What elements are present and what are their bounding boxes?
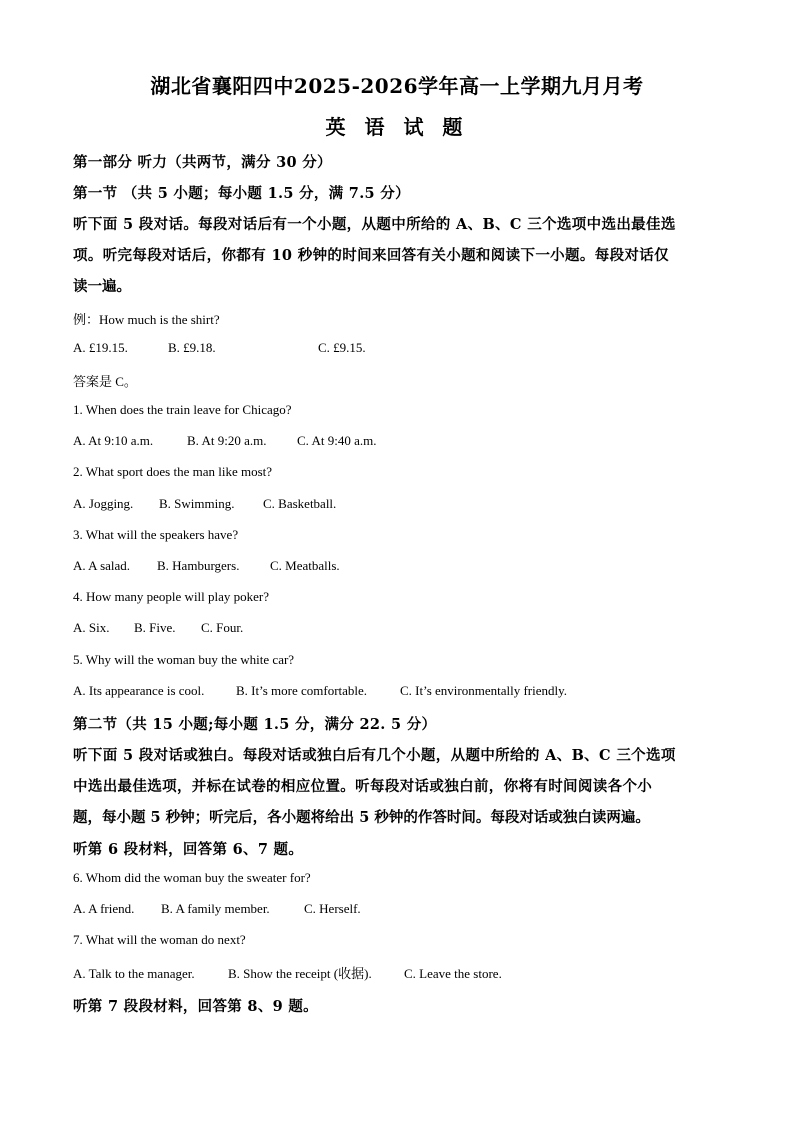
question-2-options [73, 496, 733, 512]
question-3: 3. What will the speakers have? [73, 527, 239, 542]
option-b: B. £9.18. [168, 340, 216, 355]
instruction-line: 项。听完每段对话后，你都有 10 秒钟的时间来回答有关小题和阅读下一小题。每段对话仅 [73, 247, 669, 264]
option-a: A. Jogging. [73, 496, 134, 511]
option-b: B. Five. [134, 620, 176, 635]
question-7-options [73, 963, 733, 982]
option-c: C. At 9:40 a.m. [297, 433, 377, 448]
question-3-options [73, 558, 733, 574]
option-a: A. Six. [73, 620, 110, 635]
option-a: A. £19.15. [73, 340, 128, 355]
question-6: 6. Whom did the woman buy the sweater for? [73, 870, 311, 885]
example-options [73, 340, 733, 356]
option-b: B. Swimming. [159, 496, 235, 511]
question-1-options [73, 433, 733, 449]
exam-subtitle: 英 语 试 题 [325, 115, 469, 139]
option-c: C. Basketball. [263, 496, 337, 511]
section1-heading: 第一节 （共 5 小题；每小题 1.5 分，满 7.5 分） [73, 185, 410, 202]
option-a: A. A salad. [73, 558, 131, 573]
question-7: 7. What will the woman do next? [73, 932, 246, 947]
option-b: B. At 9:20 a.m. [187, 433, 267, 448]
option-b: B. A family member. [161, 901, 270, 916]
option-a: A. Its appearance is cool. [73, 683, 205, 698]
example-question: 例：How much is the shirt? [73, 312, 220, 327]
option-a: A. Talk to the manager. [73, 966, 195, 981]
question-6-options [73, 901, 733, 917]
question-5-options [73, 683, 733, 699]
option-a: A. At 9:10 a.m. [73, 433, 154, 448]
passage-6-heading: 听第 6 段材料，回答第 6、7 题。 [73, 841, 304, 858]
exam-title: 湖北省襄阳四中2025-2026学年高一上学期九月月考 [150, 74, 644, 98]
question-2: 2. What sport does the man like most? [73, 464, 273, 479]
option-c: C. Herself. [304, 901, 361, 916]
option-c: C. Four. [201, 620, 244, 635]
option-c: C. £9.15. [318, 340, 366, 355]
section2-heading: 第二节（共 15 小题;每小题 1.5 分，满分 22. 5 分） [73, 716, 437, 733]
question-4-options [73, 620, 733, 636]
example-answer: 答案是 C。 [73, 374, 137, 389]
passage-7-heading: 听第 7 段段材料，回答第 8、9 题。 [73, 998, 318, 1015]
option-c: C. It’s environmentally friendly. [400, 683, 568, 698]
section2-instruction-line: 题，每小题 5 秒钟；听完后，各小题将给出 5 秒钟的作答时间。每段对话或独白读两遍。 [73, 809, 650, 826]
option-c: C. Meatballs. [270, 558, 340, 573]
question-4: 4. How many people will play poker? [73, 589, 270, 604]
part1-heading: 第一部分 听力（共两节，满分 30 分） [73, 154, 332, 171]
question-5: 5. Why will the woman buy the white car? [73, 652, 295, 667]
option-c: C. Leave the store. [404, 966, 502, 981]
section2-instruction-line: 中选出最佳选项，并标在试卷的相应位置。听每段对话或独白前，你将有时间阅读各个小 [73, 778, 653, 795]
option-b: B. Show the receipt (收据). [228, 966, 372, 981]
section2-instruction-line: 听下面 5 段对话或独白。每段对话或独白后有几个小题，从题中所给的 A、B、C 三个选项 [73, 747, 676, 764]
option-b: B. It’s more comfortable. [236, 683, 368, 698]
instruction-line: 读一遍。 [73, 278, 131, 295]
option-a: A. A friend. [73, 901, 135, 916]
instruction-line: 听下面 5 段对话。每段对话后有一个小题，从题中所给的 A、B、C 三个选项中选出最佳选 [73, 216, 676, 233]
option-b: B. Hamburgers. [157, 558, 240, 573]
question-1: 1. When does the train leave for Chicago? [73, 402, 292, 417]
